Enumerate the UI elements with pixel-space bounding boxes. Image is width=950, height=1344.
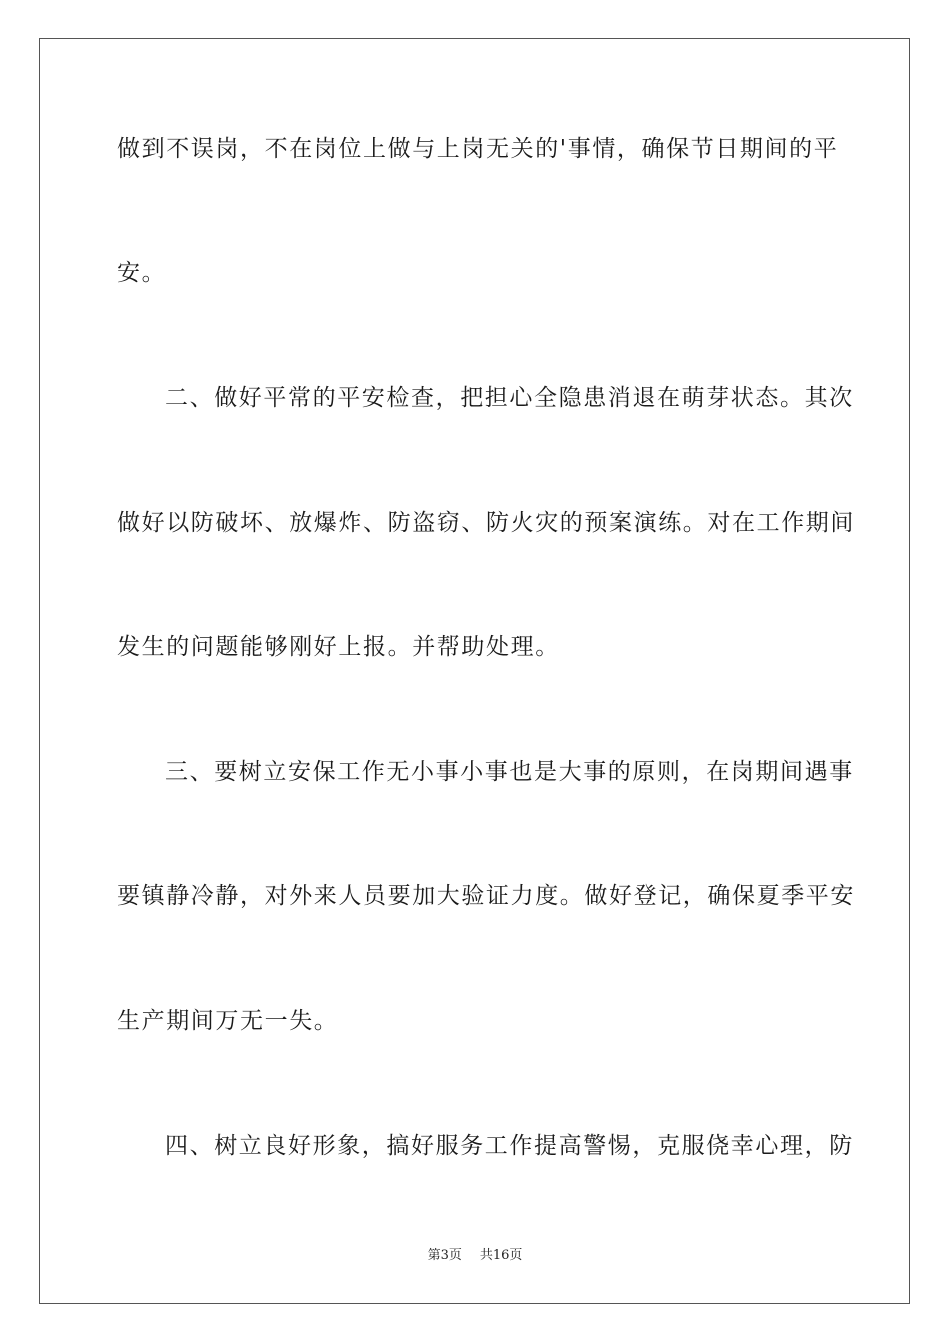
text-line: 要镇静冷静，对外来人员要加大验证力度。做好登记，确保夏季平安 — [117, 883, 855, 909]
page-number: 第3页 — [427, 1248, 462, 1263]
text-line: 发生的问题能够刚好上报。并帮助处理。 — [117, 634, 560, 660]
paragraph-first-line: 三、要树立安保工作无小事小事也是大事的原则，在岗期间遇事 — [165, 759, 854, 785]
text-line: 做到不误岗，不在岗位上做与上岗无关的'事情，确保节日期间的平 — [117, 136, 839, 162]
page-frame — [39, 38, 910, 1304]
page-footer — [0, 1247, 950, 1265]
text-line: 生产期间万无一失。 — [117, 1008, 339, 1034]
paragraph-first-line: 四、树立良好形象，搞好服务工作提高警惕，克服侥幸心理，防 — [165, 1133, 854, 1159]
text-line: 安。 — [117, 260, 167, 286]
page-total: 共16页 — [479, 1248, 523, 1263]
paragraph-first-line: 二、做好平常的平安检查，把担心全隐患消退在萌芽状态。其次 — [165, 385, 854, 411]
text-line: 做好以防破坏、放爆炸、防盗窃、防火灾的预案演练。对在工作期间 — [117, 510, 855, 536]
